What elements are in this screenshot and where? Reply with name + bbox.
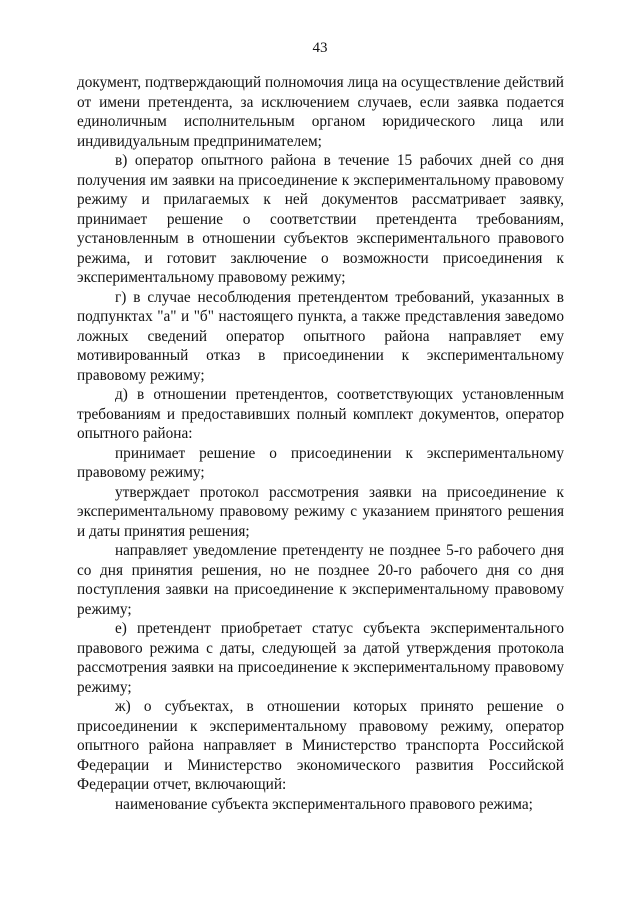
paragraph-item-e: е) претендент приобретает статус субъекта экспериментального правового режима с даты, следующей за датой утверждения протокола рассмотрения заявки на присоединение к экспериментальному правовому режиму; — [77, 620, 564, 696]
paragraph-sends-notice: направляет уведомление претенденту не позднее 5-го рабочего дня со дня принятия решения, но не позднее 20-го рабочего дня со дня поступления заявки на присоединение к экспериментальному правовому режиму; — [77, 542, 564, 618]
paragraph-accepts-decision: принимает решение о присоединении к экспериментальному правовому режиму; — [77, 444, 564, 481]
paragraph-subject-name: наименование субъекта экспериментального правового режима; — [115, 795, 533, 813]
paragraph-item-g: г) в случае несоблюдения претендентом требований, указанных в подпунктах "а" и "б" настоящего пункта, а также представления заведомо ложных сведений оператор опытного района направляет ему мотивированный отказ в присоединении к экспериментальному правовому режиму; — [77, 288, 564, 384]
page-number: 43 — [312, 40, 328, 56]
paragraph-item-d: д) в отношении претендентов, соответствующих установленным требованиям и предоставивших полный комплект документов, оператор опытного района: — [77, 386, 564, 442]
paragraph-document-authority: документ, подтверждающий полномочия лица на осуществление действий от имени претендента, за исключением случаев, если заявка подается единоличным исполнительным органом юридического лица или индивидуальным предпринимателем; — [77, 74, 564, 150]
document-body — [77, 73, 564, 814]
paragraph-approves-protocol: утверждает протокол рассмотрения заявки на присоединение к экспериментальному правовому режиму с указанием принятого решения и даты принятия решения; — [77, 483, 564, 540]
paragraph-item-v: в) оператор опытного района в течение 15 рабочих дней со дня получения им заявки на присоединение к экспериментальному правовому режиму и прилагаемых к ней документов рассматривает заявку, принимает решение о соответствии претендента требованиям, установленным в отношении субъектов экспериментального правового режима, и готовит заключение о возможности присоединения к экспериментальному правовому режиму; — [77, 152, 564, 286]
paragraph-item-zh: ж) о субъектах, в отношении которых принято решение о присоединении к экспериментальному правовому режиму, оператор опытного района направляет в Министерство транспорта Российской Федерации и Министерство экономического развития Российской Федерации отчет, включающий: — [77, 698, 564, 793]
